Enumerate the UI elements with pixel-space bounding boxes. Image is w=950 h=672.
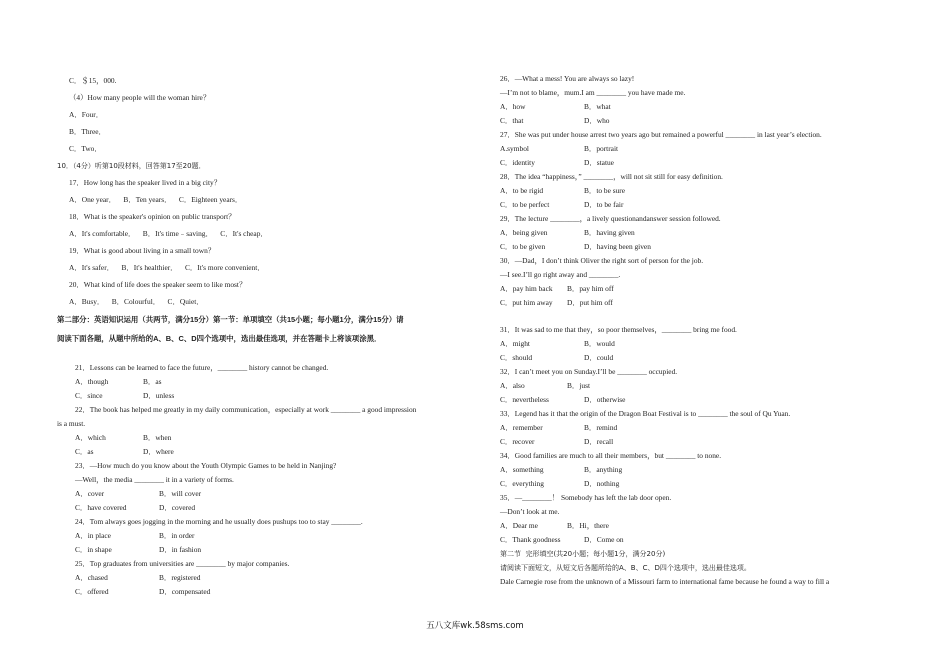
right-text-line: 35．—________！ Somebody has left the lab door open. [500,493,672,502]
right-answer-option: C．to be perfect [500,200,550,209]
right-answer-option: A．how [500,102,526,111]
left-text-line: C．Two． [69,144,102,153]
left-answer-option: D．covered [159,503,196,512]
right-text-line: 请阅读下面短文，从短文后各题所给的A、B、C、D四个选项中，选出最佳选项。 [500,564,751,572]
right-text-line: 29．The lecture ________，a lively questionandanswer session followed. [500,214,721,223]
left-answer-option: B．as [143,377,162,386]
left-answer-option: A．chased [75,573,108,582]
right-text-line: —I see.I’ll go right away and ________. [500,270,621,279]
right-answer-option: B．Hi，there [567,521,609,530]
left-text-line: 23．—How much do you know about the Youth Olympic Games to be held in Nanjing? [75,461,337,470]
right-text-line: 28．The idea “happiness，” ________，will not sit still for easy definition. [500,172,723,181]
right-answer-option: C．that [500,116,524,125]
right-answer-option: B．would [584,339,615,348]
left-text-line: 10．（4分）听第10段材料，回答第17至20题． [57,162,206,170]
right-answer-option: C．to be given [500,242,546,251]
left-text-line: 20．What kind of life does the speaker seem to like most？ [69,280,247,289]
right-answer-option: A．pay him back [500,284,553,293]
right-text-line: 27．She was put under house arrest two years ago but remained a powerful ________ in last year’s election. [500,130,822,139]
right-answer-option: C．identity [500,158,535,167]
left-text-line: —Well，the media ________ it in a variety of forms. [75,475,234,484]
right-answer-option: A．also [500,381,525,390]
footer-watermark: 五八文库wk.58sms.com [426,621,524,631]
right-answer-option: D．having been given [584,242,651,251]
left-answer-option: C．in shape [75,545,112,554]
left-answer-option: B．in order [159,531,195,540]
right-answer-option: C．Thank goodness [500,535,561,544]
right-answer-option: C．everything [500,479,544,488]
right-answer-option: A．Dear me [500,521,538,530]
right-answer-option: B．just [567,381,590,390]
right-text-line: 33．Legend has it that the origin of the Dragon Boat Festival is to ________ the soul of Qu Yuan. [500,409,791,418]
right-text-line: —I’m not to blame，mum.I am ________ you have made me. [500,88,686,97]
right-text-line: 32．I can’t meet you on Sunday.I’ll be ________ occupied. [500,367,678,376]
right-answer-option: D．who [584,116,610,125]
left-text-line: 21．Lessons can be learned to face the future，________ history cannot be changed. [75,363,329,372]
right-answer-option: C．recover [500,437,535,446]
left-text-line: 25．Top graduates from universities are ________ by major companies. [75,559,290,568]
left-answer-option: C．since [75,391,103,400]
right-text-line: 26．—What a mess! You are always so lazy! [500,74,635,83]
left-answer-option: D．unless [143,391,175,400]
right-text-line: —Don’t look at me. [500,507,560,516]
left-text-line: B．Three． [69,127,106,136]
right-text-line: Dale Carnegie rose from the unknown of a Missouri farm to international fame because he found a way to fill a [500,577,830,586]
left-text-line: C．＄15，000. [69,76,117,85]
left-text-line: 18．What is the speaker's opinion on public transport？ [69,212,236,221]
right-answer-option: D．statue [584,158,614,167]
left-text-line: is a must. [57,419,86,428]
left-text-line: 24．Tom always goes jogging in the morning and he usually does pushups too to stay ________. [75,517,363,526]
right-answer-option: C．put him away [500,298,553,307]
left-answer-option: C．offered [75,587,109,596]
left-text-line: 19．What is good about living in a small town？ [69,246,216,255]
left-answer-option: A．which [75,433,106,442]
right-answer-option: B．remind [584,423,618,432]
right-text-line: 31．It was sad to me that they，so poor themselves，________ bring me food. [500,325,737,334]
left-answer-option: D．in fashion [159,545,202,554]
right-answer-option: D．recall [584,437,614,446]
right-answer-option: D．Come on [584,535,624,544]
left-answer-option: D．where [143,447,174,456]
right-answer-option: C．nevertheless [500,395,549,404]
right-answer-option: A．something [500,465,544,474]
right-answer-option: A．to be rigid [500,186,544,195]
right-answer-option: D．put him off [567,298,613,307]
right-answer-option: D．could [584,353,614,362]
left-text-line: （4）How many people will the woman hire？ [69,93,211,102]
right-answer-option: D．nothing [584,479,620,488]
left-answer-option: B．when [143,433,172,442]
right-answer-option: A．remember [500,423,543,432]
left-answer-option: C．have covered [75,503,127,512]
right-answer-option: B．having given [584,228,635,237]
right-answer-option: B．to be sure [584,186,626,195]
right-answer-option: A.symbol [500,144,529,153]
left-text-line: A．Four． [69,110,104,119]
left-answer-option: B．will cover [159,489,202,498]
right-answer-option: C．should [500,353,533,362]
right-answer-option: D．to be fair [584,200,624,209]
left-text-line: A．It's comfortable． B．It's time﹣saving． C．It's cheap． [69,229,268,238]
right-answer-option: A．being given [500,228,548,237]
right-answer-option: B．portrait [584,144,619,153]
left-answer-option: A．though [75,377,109,386]
right-answer-option: B．anything [584,465,623,474]
right-answer-option: D．otherwise [584,395,626,404]
left-answer-option: D．compensated [159,587,211,596]
left-text-line: 第二部分：英语知识运用（共两节，满分15分）第一节：单项填空（共15小题；每小题1分，满分15分）请 [57,315,404,324]
left-text-line: 阅读下面各题，从题中所给的A、B、C、D四个选项中，选出最佳选项，并在答题卡上将该项涂黑． [57,334,382,343]
right-text-line: 34．Good families are much to all their members，but ________ to none. [500,451,722,460]
right-answer-option: A．might [500,339,530,348]
left-text-line: 17．How long has the speaker lived in a big city？ [69,178,222,187]
left-text-line: A．Busy． B．Colourful． C．Quiet． [69,297,204,306]
left-answer-option: A．cover [75,489,105,498]
left-answer-option: A．in place [75,531,111,540]
left-text-line: A．It's safer． B．It's healthier． C．It's more convenient． [69,263,265,272]
left-text-line: 22．The book has helped me greatly in my daily communication，especially at work ________ a good impression [75,405,417,414]
right-answer-option: B．what [584,102,611,111]
right-answer-option: B．pay him off [567,284,614,293]
left-answer-option: B．registered [159,573,201,582]
right-text-line: 30．—Dad，I don’t think Oliver the right sort of person for the job. [500,256,704,265]
right-text-line: 第二节 完形填空(共20小题；每小题1分，满分20分) [500,550,666,558]
left-text-line: A．One year． B．Ten years． C．Eighteen years． [69,195,243,204]
left-answer-option: C．as [75,447,94,456]
